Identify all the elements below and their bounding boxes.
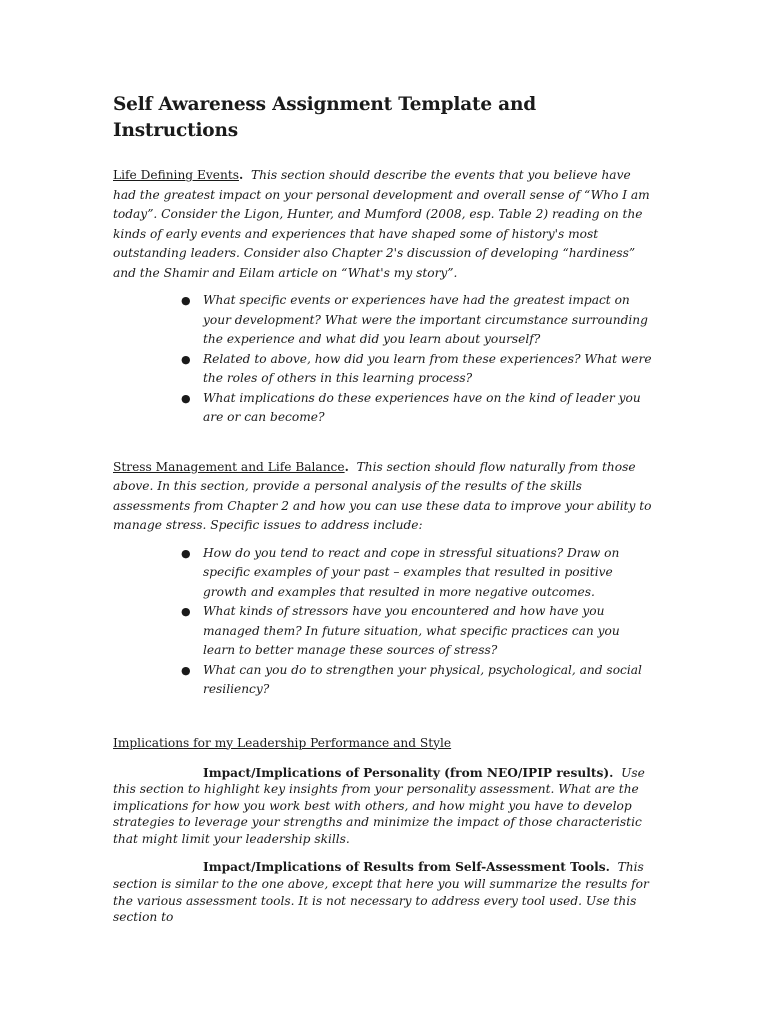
subsection-body: This section is similar to the one above, except that here you will summarize the results for the various assessment tools. It is not necessary to address every tool used. Use this section to <box>113 860 649 925</box>
section-heading-period: . <box>238 168 244 182</box>
subsection-self-assessment <box>113 859 653 925</box>
section-stress-management <box>113 458 653 536</box>
list-item: ● What can you do to strengthen your physical, psychological, and social resiliency? <box>181 662 642 696</box>
list-item: ● What kinds of stressors have you encountered and how have you managed them? In future situation, what specific practices can you learn to better manage these sources of stress? <box>181 604 620 657</box>
list-item: ● How do you tend to react and cope in stressful situations? Draw on specific examples of your past – examples that resulted in positive growth and examples that resulted in more negative outcomes. <box>181 545 620 599</box>
page-title: Self Awareness Assignment Template and Instructions <box>113 94 536 141</box>
document-page <box>113 92 653 938</box>
bullet-icon: ● <box>181 352 191 366</box>
bullet-icon: ● <box>181 663 191 677</box>
bullet-list <box>113 544 653 700</box>
subsection-heading: Impact/Implications of Personality (from NEO/IPIP results). <box>203 765 614 780</box>
bullet-icon: ● <box>181 546 191 560</box>
bullet-icon: ● <box>181 605 191 618</box>
section-body: This section should describe the events that you believe have had the greatest impact on your personal development and overall sense of “Who I am today”. Consider the Ligon, Hunter, and Mumford (2008, esp. Table 2) reading on the kinds of early events and experiences that have shaped some of history's most outstanding leaders. Consider also Chapter 2's discussion of developing “hardiness” and the Shamir and Eilam article on “What's my story”. <box>113 168 650 280</box>
list-item: ● What specific events or experiences have had the greatest impact on your development? What were the important circumstance surrounding the experience and what did you learn about yourself? <box>181 293 648 346</box>
section-life-defining-events <box>113 166 653 283</box>
section-heading-period: . <box>344 459 349 474</box>
section-heading: Life Defining Events <box>113 168 239 182</box>
list-item: ● Related to above, how did you learn from these experiences? What were the roles of others in this learning process? <box>181 351 652 385</box>
bullet-icon: ● <box>181 391 191 405</box>
subsection-body: Use this section to highlight key insights from your personality assessment. What are the implications for how you work best with others, and how might you have to develop strategies to leverage your strengths and minimize the impact of those characteristic that might limit your leadership skills. <box>113 765 645 846</box>
implications-heading: Implications for my Leadership Performance and Style <box>113 735 452 750</box>
bullet-list <box>113 291 653 428</box>
subsection-heading: Impact/Implications of Results from Self-Assessment Tools. <box>203 860 610 875</box>
list-item: ● What implications do these experiences have on the kind of leader you are or can become? <box>181 390 641 424</box>
section-body: This section should flow naturally from those above. In this section, provide a personal analysis of the results of the skills assessments from Chapter 2 and how you can use these data to improve your ability to manage stress. Specific issues to address include: <box>113 459 652 532</box>
subsection-personality <box>113 765 653 848</box>
bullet-icon: ● <box>181 294 191 307</box>
section-heading: Stress Management and Life Balance <box>113 459 345 474</box>
